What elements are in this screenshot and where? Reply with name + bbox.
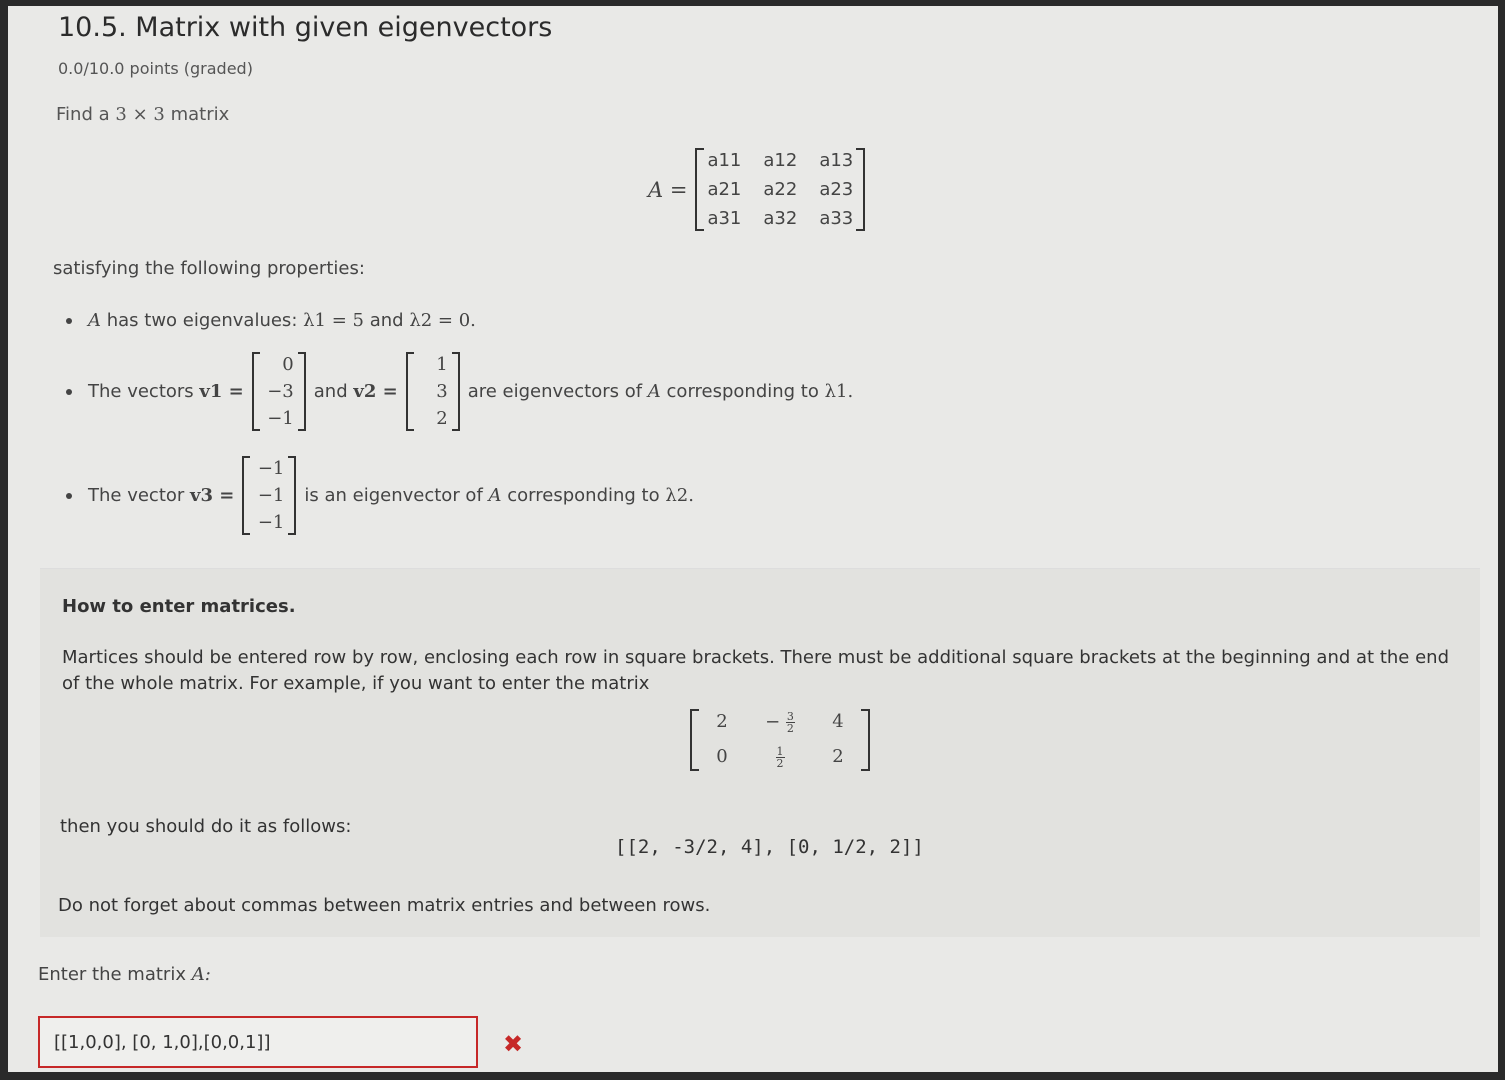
reminder-text: Do not forget about commas between matrix entries and between rows. (58, 895, 711, 916)
matrix-entry: a23 (819, 179, 854, 200)
how-to-title: How to enter matrices. (62, 596, 296, 617)
matrix-entry: a32 (763, 208, 798, 229)
satisfying-text: satisfying the following properties: (53, 258, 365, 279)
find-statement: Find a 3 × 3 matrix (56, 104, 230, 125)
matrix-entry: a12 (763, 150, 798, 171)
bullet-dot (66, 389, 72, 395)
property-eigenvectors-l1: The vectors v1 = 0 −3 −1 and v2 = 1 3 2 are eigenvectors of A corresponding to λ1. (66, 352, 853, 431)
bullet-dot (66, 493, 72, 499)
matrix-entry: a22 (763, 179, 798, 200)
fraction: $\frac{3}{2}$ (786, 710, 794, 735)
how-to-paragraph: Martices should be entered row by row, enclosing each row in square brackets. There must be additional square brackets at the beginning and at the end of the whole matrix. For example, if you want to enter the matrix (62, 647, 1449, 694)
problem-title: 10.5. Matrix with given eigenvectors (58, 12, 553, 43)
points-status: 0.0/10.0 points (graded) (58, 59, 253, 78)
property-eigenvalues: A has two eigenvalues: λ1 = 5 and λ2 = 0. (66, 310, 476, 331)
matrix-a-display (648, 148, 865, 231)
example-matrix: 2 − $\frac{3}{2}$ 4 0 $\frac{1}{2}$ 2 (690, 709, 870, 771)
how-to-enter-box (40, 568, 1480, 937)
vector-v3: −1 −1 −1 (242, 456, 296, 535)
answer-label: Enter the matrix A: (38, 964, 211, 985)
example-code: [[2, -3/2, 4], [0, 1/2, 2]] (615, 836, 924, 858)
matrix-entry: a33 (819, 208, 854, 229)
vector-v1: 0 −3 −1 (252, 352, 306, 431)
matrix-entry: a11 (707, 150, 742, 171)
incorrect-icon: ✖ (503, 1030, 524, 1058)
matrix-entry: a13 (819, 150, 854, 171)
fraction: $\frac{1}{2}$ (776, 745, 784, 770)
matrix-answer-input[interactable] (38, 1016, 478, 1068)
then-text: then you should do it as follows: (60, 816, 352, 837)
matrix-entry: a31 (707, 208, 742, 229)
bullet-dot (66, 318, 72, 324)
property-eigenvector-l2: The vector v3 = −1 −1 −1 is an eigenvector of A corresponding to λ2. (66, 456, 694, 535)
matrix-a-label: A = (648, 177, 688, 202)
vector-v2: 1 3 2 (406, 352, 460, 431)
matrix-entry: a21 (707, 179, 742, 200)
problem-page (8, 6, 1498, 1072)
matrix-a-brackets (695, 148, 865, 231)
